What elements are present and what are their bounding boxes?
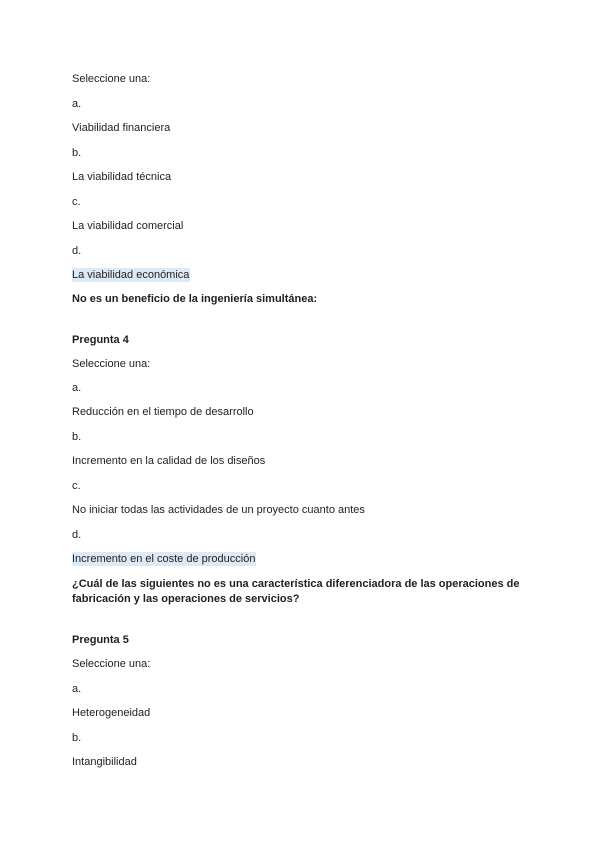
option-letter-c: c. xyxy=(72,196,81,208)
question-heading: Pregunta 5 xyxy=(72,634,129,646)
option-letter-a: a. xyxy=(72,98,82,110)
select-prompt: Seleccione una: xyxy=(72,658,151,670)
option-text-c[interactable]: No iniciar todas las actividades de un proyecto cuanto antes xyxy=(72,504,365,516)
option-letter-d: d. xyxy=(72,245,82,257)
option-text-a[interactable]: Viabilidad financiera xyxy=(72,122,171,134)
option-letter-c: c. xyxy=(72,480,81,492)
option-text-d-highlighted[interactable] xyxy=(72,268,190,283)
option-text-d-highlighted[interactable] xyxy=(72,552,256,567)
option-letter-d: d. xyxy=(72,529,82,541)
highlighted-answer: La viabilidad económica xyxy=(72,269,190,281)
option-letter-b: b. xyxy=(72,732,82,744)
option-text-b[interactable]: Intangibilidad xyxy=(72,756,137,768)
option-letter-a: a. xyxy=(72,683,82,695)
option-text-b[interactable]: Incremento en la calidad de los diseños xyxy=(72,455,266,467)
option-letter-b: b. xyxy=(72,431,82,443)
highlighted-answer: Incremento en el coste de producción xyxy=(72,553,256,565)
question-heading: Pregunta 4 xyxy=(72,334,129,346)
question-statement: ¿Cuál de las siguientes no es una característica diferenciadora de las operaciones de fabricación y las operaciones de servicios? xyxy=(72,578,520,605)
select-prompt: Seleccione una: xyxy=(72,73,151,85)
option-text-a[interactable]: Heterogeneidad xyxy=(72,707,151,719)
option-text-c[interactable]: La viabilidad comercial xyxy=(72,220,184,232)
question-statement: No es un beneficio de la ingeniería simultánea: xyxy=(72,293,318,305)
option-text-a[interactable]: Reducción en el tiempo de desarrollo xyxy=(72,406,254,418)
option-letter-a: a. xyxy=(72,382,82,394)
option-letter-b: b. xyxy=(72,147,82,159)
option-text-b[interactable]: La viabilidad técnica xyxy=(72,171,172,183)
select-prompt: Seleccione una: xyxy=(72,358,151,370)
